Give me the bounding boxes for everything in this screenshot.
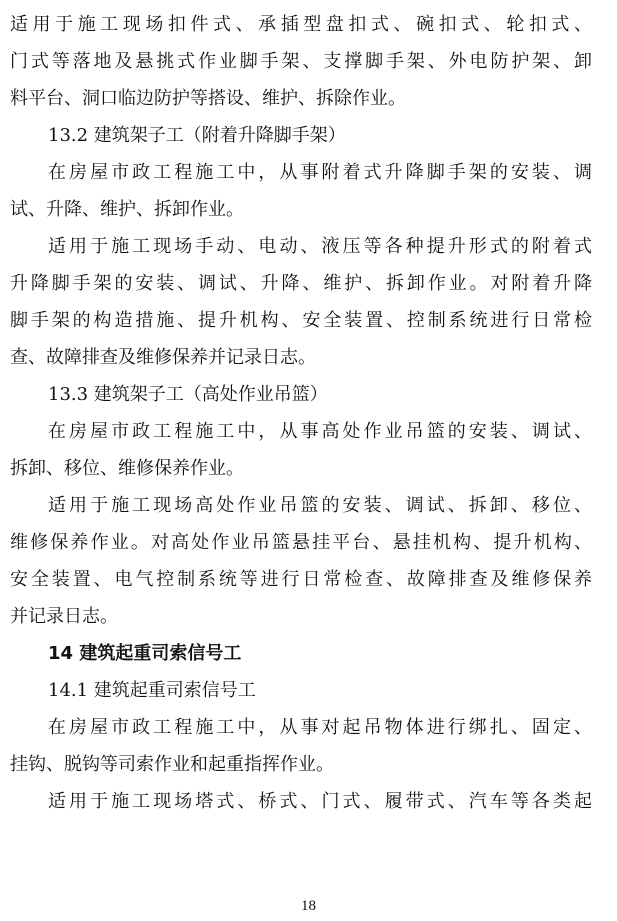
paragraph-line: 拆卸、移位、维修保养作业。 — [10, 458, 244, 479]
chapter-heading-14: 14 建筑起重司索信号工 — [48, 643, 242, 664]
paragraph-line: 适用于施工现场手动、电动、液压等各种提升形式的附着式 — [48, 236, 592, 257]
paragraph-line: 脚手架的构造措施、提升机构、安全装置、控制系统进行日常检 — [10, 310, 592, 331]
paragraph-line: 查、故障排查及维修保养并记录日志。 — [10, 347, 316, 368]
section-heading-13-2: 13.2 建筑架子工（附着升降脚手架） — [48, 125, 346, 146]
paragraph-line: 维修保养作业。对高处作业吊篮悬挂平台、悬挂机构、提升机构、 — [10, 532, 592, 553]
paragraph-line: 试、升降、维护、拆卸作业。 — [10, 199, 244, 220]
paragraph-line: 在房屋市政工程施工中，从事高处作业吊篮的安装、调试、 — [48, 421, 592, 442]
paragraph-line: 适用于施工现场扣件式、承插型盘扣式、碗扣式、轮扣式、 — [10, 14, 592, 35]
body-text — [10, 6, 592, 820]
section-heading-13-3: 13.3 建筑架子工（高处作业吊篮） — [48, 384, 328, 405]
section-heading-14-1: 14.1 建筑起重司索信号工 — [48, 680, 256, 701]
page-number: 18 — [301, 898, 316, 914]
paragraph-line: 适用于施工现场高处作业吊篮的安装、调试、拆卸、移位、 — [48, 495, 592, 516]
paragraph-line: 挂钩、脱钩等司索作业和起重指挥作业。 — [10, 754, 334, 775]
paragraph-line: 门式等落地及悬挑式作业脚手架、支撑脚手架、外电防护架、卸 — [10, 51, 592, 72]
paragraph-line: 并记录日志。 — [10, 606, 118, 627]
paragraph-line: 升降脚手架的安装、调试、升降、维护、拆卸作业。对附着升降 — [10, 273, 592, 294]
paragraph-line: 在房屋市政工程施工中，从事附着式升降脚手架的安装、调 — [48, 162, 592, 183]
paragraph-line: 料平台、洞口临边防护等搭设、维护、拆除作业。 — [10, 88, 406, 109]
paragraph-line: 安全装置、电气控制系统等进行日常检查、故障排查及维修保养 — [10, 569, 592, 590]
paragraph-line: 适用于施工现场塔式、桥式、门式、履带式、汽车等各类起 — [48, 791, 592, 812]
paragraph-line: 在房屋市政工程施工中，从事对起吊物体进行绑扎、固定、 — [48, 717, 592, 738]
